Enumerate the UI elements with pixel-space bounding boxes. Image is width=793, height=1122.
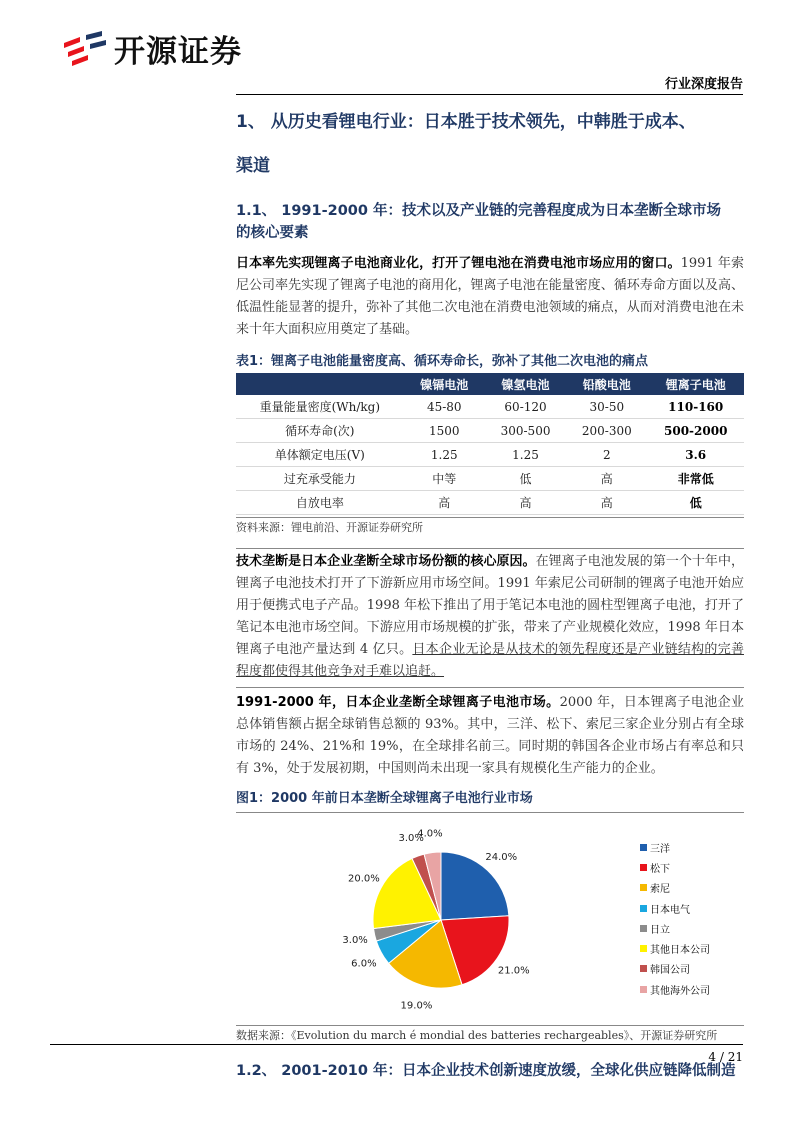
spec-table — [236, 373, 744, 515]
logo-mark-icon — [58, 29, 108, 69]
figure-1-caption: 图1：2000 年前日本垄断全球锂离子电池行业市场 — [236, 791, 533, 806]
table-1-caption: 表1：锂离子电池能量密度高、循环寿命长，弥补了其他二次电池的痛点 — [236, 354, 649, 369]
legend-swatch — [640, 905, 647, 912]
legend-item — [640, 898, 710, 918]
legend-label: 其他海外公司 — [650, 985, 710, 997]
table-row: 过充承受能力 中等 低 高 非常低 — [236, 467, 744, 491]
section-1-2-title: 1.2、 2001-2010 年：日本企业技术创新速度放缓，全球化供应链降低制造 — [236, 1063, 736, 1079]
pie-data-label: 4.0% — [417, 828, 443, 840]
legend-swatch — [640, 864, 647, 871]
pie-chart — [236, 813, 616, 1023]
paragraph-3: 1991-2000 年，日本企业垄断全球锂离子电池市场。2000 年，日本锂离子电池企业总体销售额占据全球销售总额的 93%。其中，三洋、松下、索尼三家企业分别占有全球市场的 24%、21%和 19%，在全球排名前三。同时期的韩国各企业市场占有率总和只有 3%，处于发展初期，中国则尚未出现一家具有规模化生产能力的企业。 — [236, 695, 744, 776]
pie-data-label: 6.0% — [351, 958, 377, 970]
divider — [236, 687, 744, 688]
pie-data-label: 3.0% — [398, 833, 424, 845]
legend-label: 松下 — [650, 863, 670, 875]
legend-swatch — [640, 965, 647, 972]
legend-label: 三洋 — [650, 843, 670, 855]
table-1-source: 资料来源：锂电前沿、开源证券研究所 — [236, 517, 744, 538]
legend-label: 日本电气 — [650, 904, 690, 916]
pie-data-label: 3.0% — [342, 935, 368, 947]
legend-label: 日立 — [650, 924, 670, 936]
legend-item — [640, 837, 710, 857]
main-content — [236, 100, 744, 1082]
legend-item — [640, 938, 710, 958]
pie-data-label: 20.0% — [347, 873, 380, 885]
legend-label: 其他日本公司 — [650, 945, 710, 957]
legend-swatch — [640, 925, 647, 932]
footer-divider — [50, 1044, 743, 1045]
figure-1-source: 数据来源：《Evolution du march é mondial des batteries rechargeables》、开源证券研究所 — [236, 1025, 744, 1046]
pie-data-label: 21.0% — [497, 965, 530, 977]
legend-swatch — [640, 986, 647, 993]
table-row: 自放电率 高 高 高 低 — [236, 491, 744, 515]
legend-item — [640, 979, 710, 999]
page-number: 4 / 21 — [708, 1050, 743, 1064]
pie-chart-area — [236, 812, 744, 1023]
report-type-label: 行业深度报告 — [664, 77, 743, 92]
legend-swatch — [640, 884, 647, 891]
table-1 — [236, 351, 744, 538]
legend-item — [640, 918, 710, 938]
legend-item — [640, 959, 710, 979]
table-row: 重量能量密度(Wh/kg) 45-80 60-120 30-50 110-160 — [236, 395, 744, 419]
pie-data-label: 19.0% — [400, 1000, 433, 1012]
figure-1 — [236, 788, 744, 1046]
pie-data-label: 24.0% — [485, 851, 518, 863]
table-header-row: 镍镉电池 镍氢电池 铅酸电池 锂离子电池 — [236, 373, 744, 395]
legend-swatch — [640, 945, 647, 952]
legend-item — [640, 857, 710, 877]
section-1-title: 1、 从历史看锂电行业：日本胜于技术领先，中韩胜于成本、 渠道 — [236, 112, 696, 176]
logo-text: 开源证券 — [114, 34, 242, 70]
divider — [236, 548, 744, 549]
table-row: 循环寿命(次) 1500 300-500 200-300 500-2000 — [236, 419, 744, 443]
table-row: 单体额定电压(V) 1.25 1.25 2 3.6 — [236, 443, 744, 467]
paragraph-1: 日本率先实现锂离子电池商业化，打开了锂电池在消费电池市场应用的窗口。1991 年索尼公司率先实现了锂离子电池的商用化，锂离子电池在能量密度、循环寿命方面以及高、低温性能显著的提升，弥补了其他二次电池在消费电池领域的痛点，从而对消费电池在未来十年大面积应用奠定了基础。 — [236, 256, 744, 337]
header-divider — [236, 94, 743, 95]
legend-label: 索尼 — [650, 884, 670, 896]
logo — [58, 26, 242, 71]
chart-legend — [640, 837, 710, 999]
legend-swatch — [640, 844, 647, 851]
legend-item — [640, 878, 710, 898]
section-1-1-title: 1.1、 1991-2000 年：技术以及产业链的完善程度成为日本垄断全球市场 的核心要素 — [236, 203, 722, 241]
legend-label: 韩国公司 — [650, 965, 690, 977]
paragraph-2: 技术垄断是日本企业垄断全球市场份额的核心原因。在锂离子电池发展的第一个十年中，锂离子电池技术打开了下游新应用市场空间。1991 年索尼公司研制的锂离子电池开始应用于便携式电子产品。1998 年松下推出了用于笔记本电池的圆柱型锂离子电池，打开了笔记本电池市场空间。下游应用市场规模的扩张，带来了产业规模化效应，1998 年日本锂离子电池产量达到 4 亿只。日本企业无论是从技术的领先程度还是产业链结构的完善程度都使得其他竞争对手难以追赶。 — [236, 554, 744, 679]
